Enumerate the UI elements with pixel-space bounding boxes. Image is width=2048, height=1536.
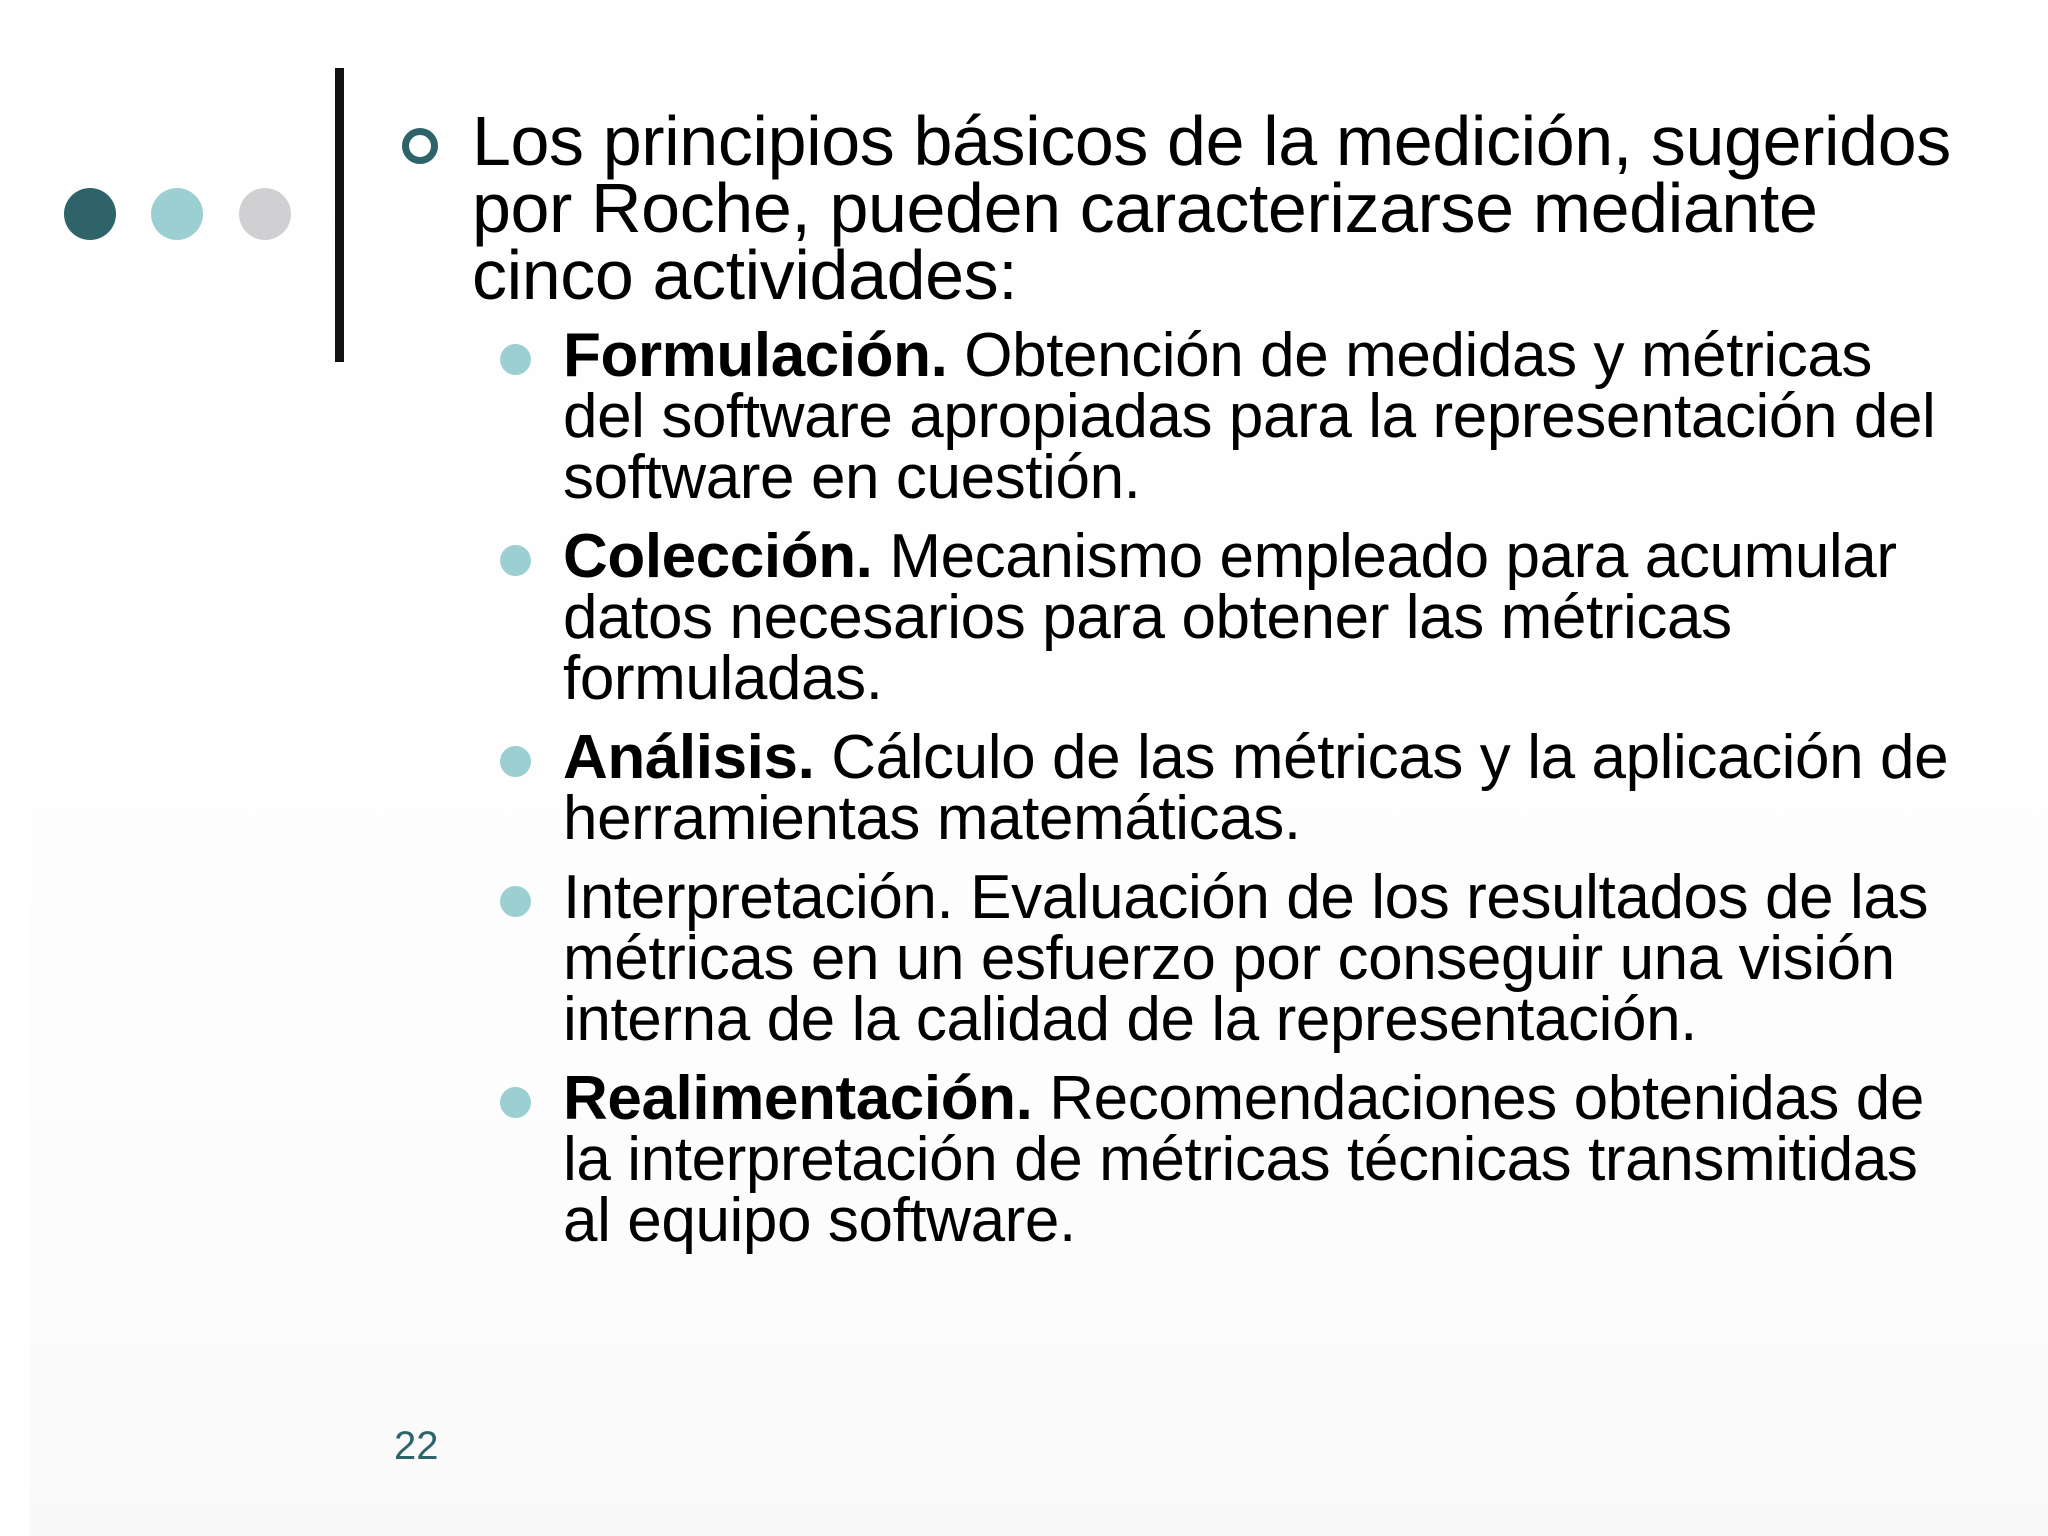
slide xyxy=(30,0,2048,1536)
activity-item-coleccion xyxy=(500,522,1950,713)
activity-term: Realimentación. xyxy=(563,1064,1033,1133)
vertical-divider-line xyxy=(335,68,344,362)
bullet-dot-icon xyxy=(500,344,531,375)
activity-term: Análisis. xyxy=(563,723,815,792)
page-number: 22 xyxy=(394,1424,439,1468)
activity-item-interpretacion xyxy=(500,863,1950,1054)
activities-list xyxy=(500,321,1950,1269)
activity-item-analisis xyxy=(500,723,1950,853)
decorative-gray-dot xyxy=(239,188,291,240)
bullet-dot-icon xyxy=(500,545,531,576)
activity-term: Colección. xyxy=(563,522,873,591)
activity-description: Recomendaciones obtenidas de la interpretación de métricas técnicas transmitidas al equipo software. xyxy=(563,1064,1924,1255)
decorative-dark-teal-dot xyxy=(64,188,116,240)
ring-bullet-icon xyxy=(402,128,438,164)
bullet-dot-icon xyxy=(500,746,531,777)
activity-description: Interpretación. Evaluación de los resultados de las métricas en un esfuerzo por conseguir una visión interna de la calidad de la representación. xyxy=(563,863,1929,1054)
activity-item-formulacion xyxy=(500,321,1950,512)
bullet-dot-icon xyxy=(500,1087,531,1118)
activity-description: Obtención de medidas y métricas del software apropiadas para la representación del software en cuestión. xyxy=(563,321,1936,512)
activity-term: Formulación. xyxy=(563,321,948,390)
activity-description: Cálculo de las métricas y la aplicación de herramientas matemáticas. xyxy=(563,723,1949,853)
activity-item-realimentacion xyxy=(500,1064,1950,1255)
decorative-light-teal-dot xyxy=(151,188,203,240)
main-point-text: Los principios básicos de la medición, sugeridos por Roche, pueden caracterizarse mediante cinco actividades: xyxy=(472,102,1951,314)
activity-description: Mecanismo empleado para acumular datos necesarios para obtener las métricas formuladas. xyxy=(563,522,1897,713)
bullet-dot-icon xyxy=(500,886,531,917)
